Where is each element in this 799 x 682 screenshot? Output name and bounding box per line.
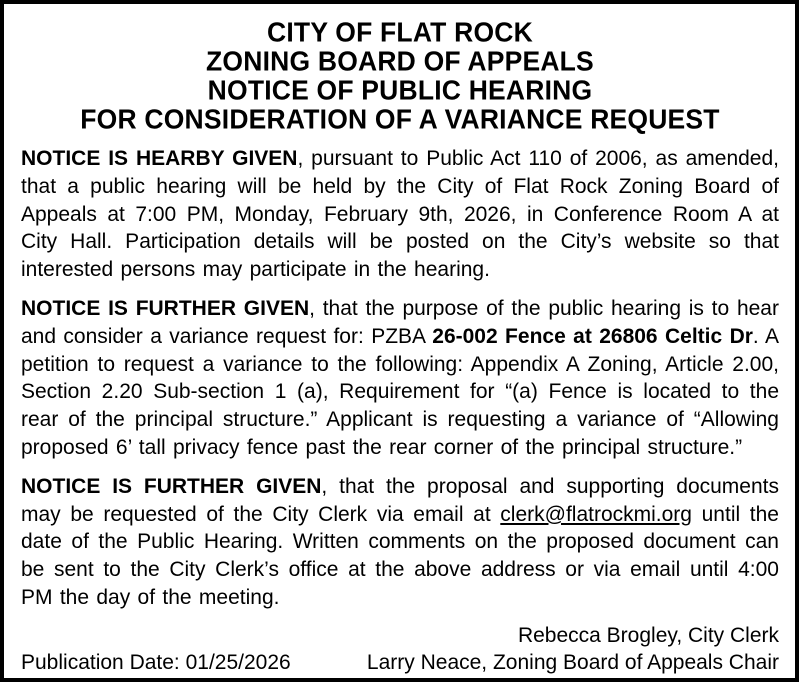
notice-body-1: , pursuant to Public Act 110 of 2006, as amended, that a public hearing will be held by the City of Flat Rock Zoning Board of Appeals at 7:00 PM, Monday, February 9th, 2026, in Conference Room A at City Hall. Participation details will be posted on the City’s website so that interested persons may participate in the hearing. — [21, 147, 779, 282]
notice-paragraph-documents-comments — [21, 473, 779, 612]
notice-body-3b: until the date of the Public Hearing. Written comments on the proposed document can be sent to the City Clerk’s office at the above address or via email until 4:00 PM the day of the meeting. — [21, 502, 779, 609]
notice-lead-3: NOTICE IS FURTHER GIVEN — [21, 474, 322, 498]
clerk-email-link[interactable]: clerk@flatrockmi.org — [500, 502, 692, 526]
notice-header — [21, 18, 779, 134]
notice-title-city: CITY OF FLAT ROCK — [267, 16, 533, 48]
notice-paragraph-hearing-details — [21, 145, 779, 284]
notice-body-3a: , that the proposal and supporting documents may be requested of the City Clerk via email at — [21, 474, 779, 526]
notice-body-2a: , that the purpose of the public hearing is to hear and consider a variance request for: PZBA — [21, 296, 779, 348]
chair-signature: Larry Neace, Zoning Board of Appeals Chair — [366, 651, 779, 675]
notice-body-2b: . A petition to request a variance to the following: Appendix A Zoning, Article 2.00, Section 2.20 Sub-section 1 (a), Requirement for “(a) Fence is located to the rear of the principal structure.” Applicant is requesting a variance of “Allowing proposed 6’ tall privacy fence past the rear corner of the principal structure.” — [21, 324, 779, 459]
case-number-and-address: 26-002 Fence at 26806 Celtic Dr — [432, 324, 753, 348]
notice-paragraph-variance-request — [21, 295, 779, 462]
clerk-signature: Rebecca Brogley, City Clerk — [517, 623, 779, 647]
notice-title-variance: FOR CONSIDERATION OF A VARIANCE REQUEST — [80, 103, 720, 135]
notice-title-hearing: NOTICE OF PUBLIC HEARING — [207, 74, 593, 106]
footer-row — [21, 649, 779, 677]
notice-lead-1: NOTICE IS HEARBY GIVEN — [21, 147, 298, 170]
notice-title-board: ZONING BOARD OF APPEALS — [206, 45, 594, 77]
publication-date: Publication Date: 01/25/2026 — [21, 651, 291, 675]
notice-lead-2: NOTICE IS FURTHER GIVEN — [21, 296, 310, 320]
